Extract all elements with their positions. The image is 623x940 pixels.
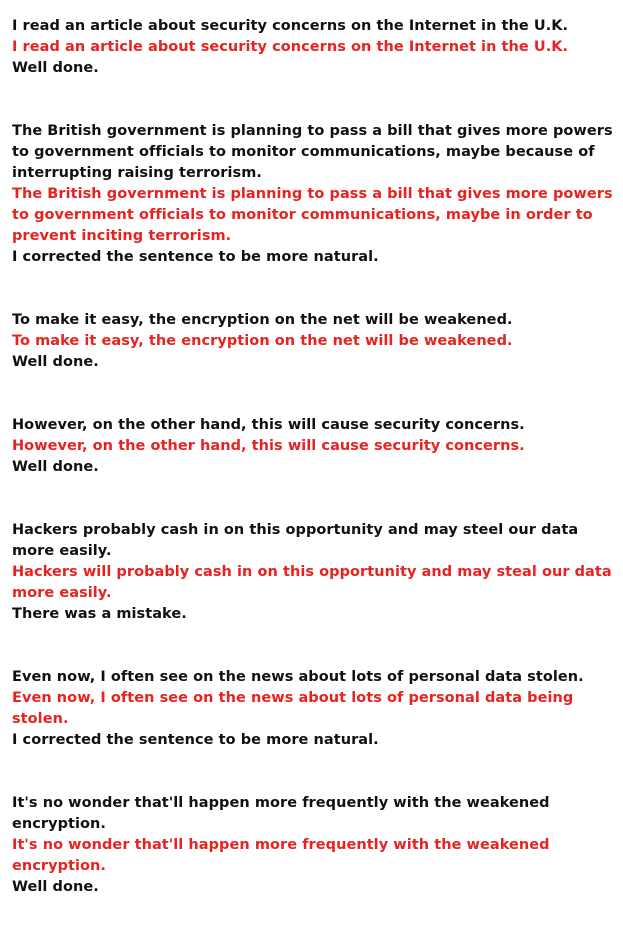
correction-entry <box>12 667 617 751</box>
correction-entry <box>12 520 617 625</box>
correction-comment: Well done. <box>12 459 99 475</box>
correction-entry <box>12 793 617 898</box>
correction-document <box>12 16 617 940</box>
correction-comment: I corrected the sentence to be more natural. <box>12 732 379 748</box>
original-sentence: It's no wonder that'll happen more frequently with the weakened encryption. <box>12 795 550 832</box>
corrected-sentence: Hackers will probably cash in on this opportunity and may steal our data more easily. <box>12 564 612 601</box>
original-sentence: I read an article about security concerns on the Internet in the U.K. <box>12 18 569 34</box>
corrected-sentence: I read an article about security concerns on the Internet in the U.K. <box>12 39 569 55</box>
corrected-sentence: Even now, I often see on the news about lots of personal data being stolen. <box>12 690 574 727</box>
correction-entry <box>12 415 617 478</box>
original-sentence: Hackers probably cash in on this opportunity and may steel our data more easily. <box>12 522 579 559</box>
original-sentence: However, on the other hand, this will cause security concerns. <box>12 417 525 433</box>
correction-entry <box>12 310 617 373</box>
correction-comment: There was a mistake. <box>12 606 187 622</box>
correction-entry <box>12 16 617 79</box>
correction-entry <box>12 121 617 268</box>
correction-comment: Well done. <box>12 879 99 895</box>
correction-comment: Well done. <box>12 354 99 370</box>
corrected-sentence: It's no wonder that'll happen more frequently with the weakened encryption. <box>12 837 550 874</box>
correction-comment: Well done. <box>12 60 99 76</box>
correction-comment: I corrected the sentence to be more natural. <box>12 249 379 265</box>
original-sentence: The British government is planning to pass a bill that gives more powers to government officials to monitor communications, maybe because of interrupting raising terrorism. <box>12 123 613 181</box>
original-sentence: To make it easy, the encryption on the net will be weakened. <box>12 312 513 328</box>
original-sentence: Even now, I often see on the news about lots of personal data stolen. <box>12 669 584 685</box>
corrected-sentence: However, on the other hand, this will cause security concerns. <box>12 438 525 454</box>
corrected-sentence: To make it easy, the encryption on the net will be weakened. <box>12 333 513 349</box>
corrected-sentence: The British government is planning to pass a bill that gives more powers to government officials to monitor communications, maybe in order to prevent inciting terrorism. <box>12 186 613 244</box>
